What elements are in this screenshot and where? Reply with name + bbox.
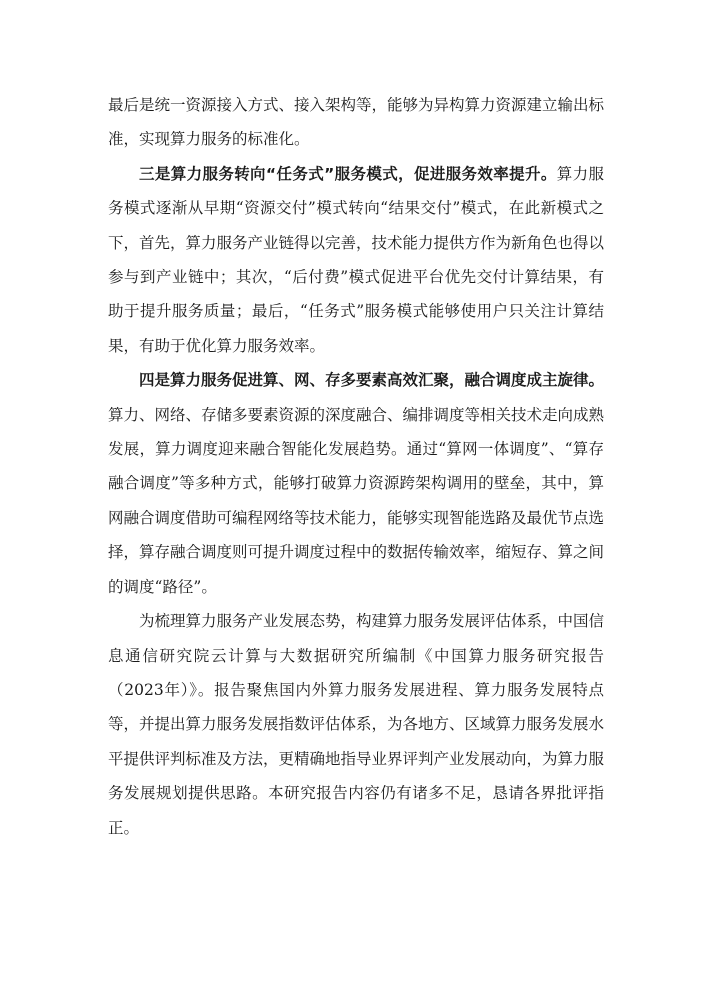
- paragraph-task-mode: [108, 157, 604, 363]
- paragraph-report-intro: [108, 604, 604, 845]
- paragraph-lead-heading: 三是算力服务转向“任务式”服务模式，促进服务效率提升。: [139, 164, 557, 183]
- paragraph-fusion-scheduling: [108, 363, 604, 604]
- paragraph-text: 算力服务模式逐渐从早期“资源交付”模式转向“结果交付”模式，在此新模式之下，首先，算力服务产业链得以完善，技术能力提供方作为新角色也得以参与到产业链中；其次，“后付费”模式促进平台优先交付计算结果，有助于提升服务质量；最后，“任务式”服务模式能够使用户只关注计算结果，有助于优化算力服务效率。: [108, 164, 605, 355]
- paragraph-text: 算力、网络、存储多要素资源的深度融合、编排调度等相关技术走向成熟发展，算力调度迎来融合智能化发展趋势。通过“算网一体调度”、“算存融合调度”等多种方式，能够打破算力资源跨架构调用的壁垒，其中，算网融合调度借助可编程网络等技术能力，能够实现智能选路及最优节点选择，算存融合调度则可提升调度过程中的数据传输效率，缩短存、算之间的调度“路径”。: [108, 405, 605, 596]
- paragraph-standardization: [108, 88, 604, 157]
- paragraph-text: 为梳理算力服务产业发展态势，构建算力服务发展评估体系，中国信息通信研究院云计算与大数据研究所编制《中国算力服务研究报告（2023年）》。报告聚焦国内外算力服务发展进程、算力服务发展特点等，并提出算力服务发展指数评估体系，为各地方、区域算力服务发展水平提供评判标准及方法，更精确地指导业界评判产业发展动向，为算力服务发展规划提供思路。本研究报告内容仍有诸多不足，恳请各界批评指正。: [108, 612, 605, 837]
- document-page: [108, 88, 604, 845]
- paragraph-text: 最后是统一资源接入方式、接入架构等，能够为异构算力资源建立输出标准，实现算力服务的标准化。: [108, 96, 605, 149]
- paragraph-lead-heading: 四是算力服务促进算、网、存多要素高效汇聚，融合调度成主旋律。: [139, 371, 605, 390]
